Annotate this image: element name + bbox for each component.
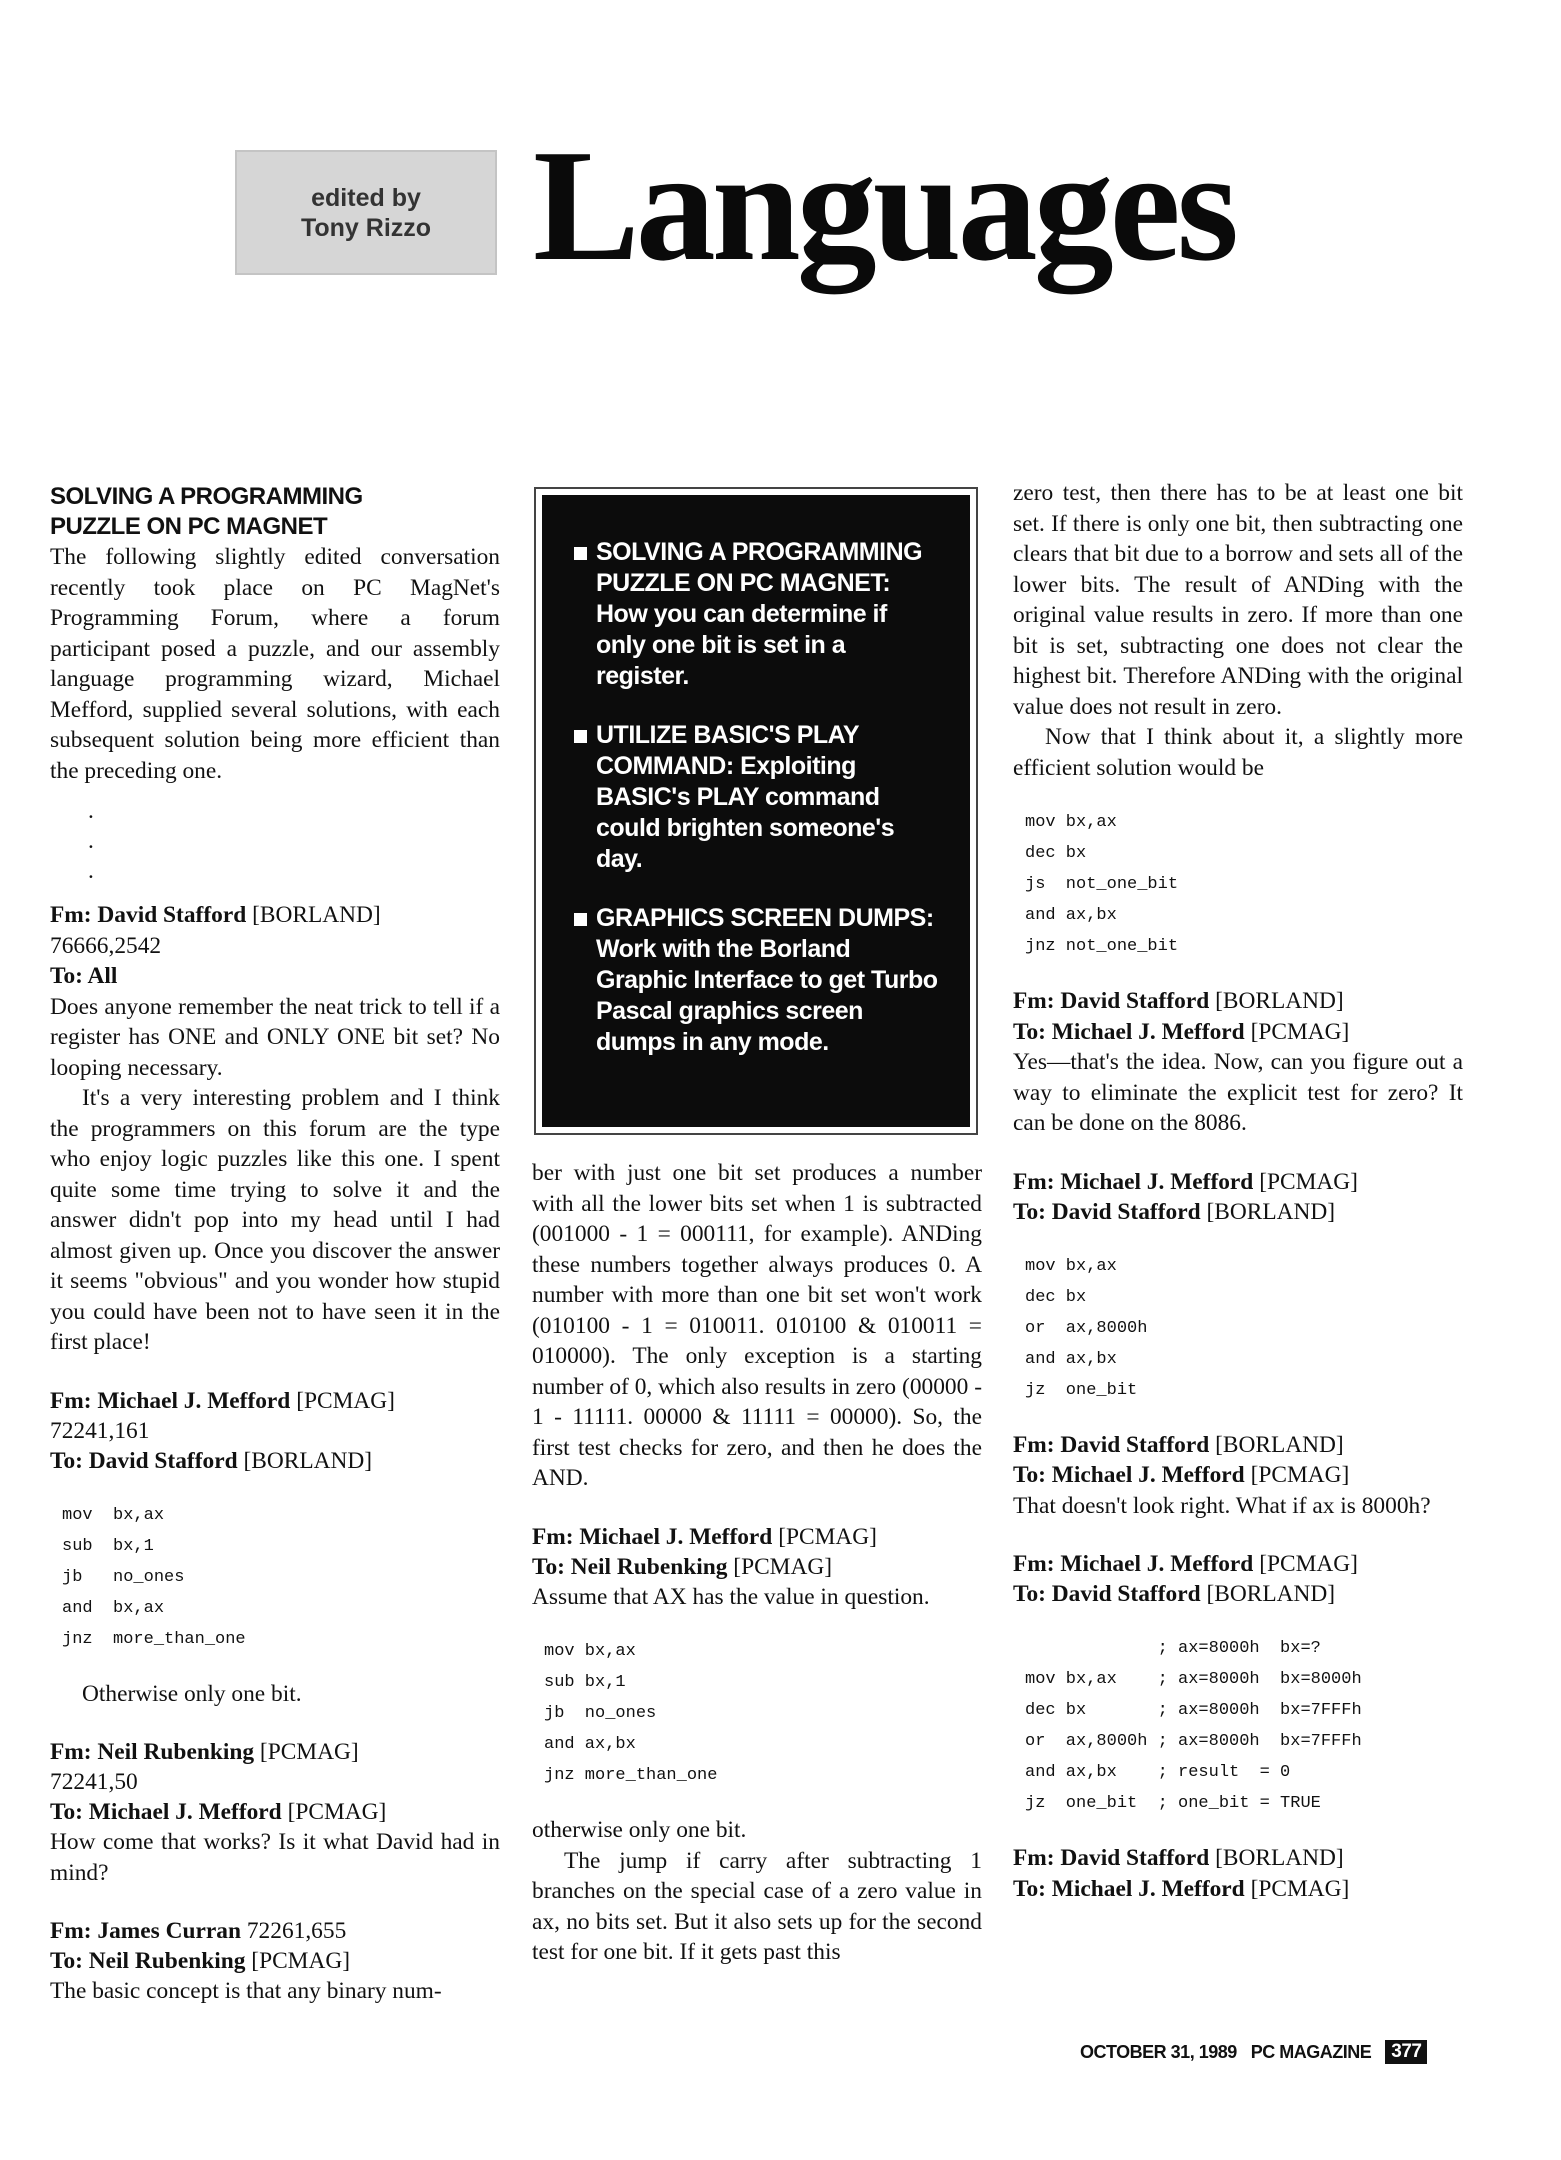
intro-paragraph: The following slightly edited conversation recently took place on PC MagNet's Programming Forum, where a forum participant posed a puzzle, and our assembly language programming wizard, Michael Mefford, supplied several solutions, with each subsequent solution being more efficient than the preceding one. <box>50 544 500 784</box>
message-header: Fm: David Stafford [BORLAND] 76666,2542 To: All <box>50 902 381 989</box>
in-this-issue-sidebar <box>534 487 978 1135</box>
page-number: 377 <box>1385 2040 1427 2064</box>
message-body: otherwise only one bit. <box>532 1817 747 1843</box>
magazine-name: PC MAGAZINE <box>1250 2041 1372 2062</box>
message-body: Yes—that's the idea. Now, can you figure out a way to eliminate the explicit test for zero? It can be done on the 8086. <box>1013 1049 1463 1136</box>
message-body: The basic concept is that any binary num- <box>50 1978 442 2004</box>
message-header: Fm: David Stafford [BORLAND] To: Michael J. Mefford [PCMAG] <box>1013 988 1350 1045</box>
message-body: zero test, then there has to be at least one bit set. If there is only one bit, then subtracting one clears that bit due to a borrow and sets all of the lower bits. The result of ANDing with the original value results in zero. If more than one bit is set, subtracting one does not clear the highest bit. Therefore ANDing with the original value does not result in zero. <box>1013 480 1463 720</box>
sidebar-item: GRAPHICS SCREEN DUMPS: Work with the Borland Graphic Interface to get Turbo Pascal graphics screen dumps in any mode. <box>574 903 942 1058</box>
page-title: Languages <box>533 116 1235 294</box>
editor-name: Tony Rizzo <box>300 213 432 242</box>
sidebar-item: SOLVING A PROGRAMMING PUZZLE ON PC MAGNET: How you can determine if only one bit is set in a register. <box>574 537 942 692</box>
message-header: Fm: David Stafford [BORLAND] To: Michael J. Mefford [PCMAG] <box>1013 1431 1350 1488</box>
square-bullet-icon <box>574 547 587 560</box>
message-body: Assume that AX has the value in question. <box>532 1583 930 1610</box>
message-header: Fm: Michael J. Mefford [PCMAG] To: Neil Rubenking [PCMAG] <box>532 1523 877 1580</box>
code-listing: mov bx,ax sub bx,1 jb no_ones and bx,ax jnz more_than_one <box>62 1505 246 1649</box>
message-body: Does anyone remember the neat trick to tell if a register has ONE and ONLY ONE bit set? No looping necessary. <box>50 993 500 1081</box>
message-header: Fm: Michael J. Mefford [PCMAG] 72241,161 To: David Stafford [BORLAND] <box>50 1387 395 1474</box>
sidebar-item: UTILIZE BASIC'S PLAY COMMAND: Exploiting BASIC's PLAY command could brighten someone's day. <box>574 720 942 875</box>
ellipsis-dots: . . . <box>88 798 94 884</box>
square-bullet-icon <box>574 913 587 926</box>
issue-date: OCTOBER 31, 1989 <box>1080 2041 1237 2062</box>
square-bullet-icon <box>574 730 587 743</box>
message-body: The jump if carry after subtracting 1 branches on the special case of a zero value in ax, no bits set. But it also sets up for the second test for one bit. If it gets past this <box>532 1847 982 1965</box>
message-header: Fm: James Curran 72261,655 To: Neil Rubenking [PCMAG] <box>50 1918 351 1974</box>
page-footer <box>1080 2040 1427 2064</box>
message-body: Now that I think about it, a slightly more efficient solution would be <box>1013 724 1463 781</box>
message-body: That doesn't look right. What if ax is 8000h? <box>1013 1492 1431 1519</box>
editor-label: edited by <box>311 183 421 212</box>
message-body: Otherwise only one bit. <box>82 1680 302 1707</box>
article-headline: SOLVING A PROGRAMMING PUZZLE ON PC MAGNET <box>50 483 363 540</box>
message-header: Fm: David Stafford [BORLAND] To: Michael J. Mefford [PCMAG] <box>1013 1845 1350 1902</box>
message-header: Fm: Michael J. Mefford [PCMAG] To: David Stafford [BORLAND] <box>1013 1168 1358 1225</box>
code-listing: ; ax=8000h bx=? mov bx,ax ; ax=8000h bx=8000h dec bx ; ax=8000h bx=7FFFh or ax,8000h ; ax=8000h bx=7FFFh and ax,bx ; result = 0 jz one_bit ; one_bit = TRUE <box>1025 1639 1362 1813</box>
message-header: Fm: Neil Rubenking [PCMAG] 72241,50 To: Michael J. Mefford [PCMAG] <box>50 1739 387 1825</box>
message-body: ber with just one bit set produces a number with all the lower bits set when 1 is subtracted (001000 - 1 = 000111, for example). ANDing these numbers together always produces 0. A number with more than one bit set won't work (010100 - 1 = 010011. 010100 & 010011 = 010000). The only exception is a starting number of 0, which also results in zero (00000 - 1 - 11111. 00000 & 11111 = 00000). So, the first test checks for zero, and then he does the AND. <box>532 1160 982 1491</box>
column-2 <box>532 1158 982 1968</box>
code-listing: mov bx,ax dec bx or ax,8000h and ax,bx jz one_bit <box>1025 1256 1148 1400</box>
message-body: It's a very interesting problem and I think the programmers on this forum are the type who enjoy logic puzzles like this one. I spent quite some time trying to solve it and the answer didn't pop into my head until I had almost given up. Once you discover the answer it seems "obvious" and you wonder how stupid you could have been not to have seen it in the first place! <box>50 1085 500 1355</box>
column-3 <box>1013 478 1463 1904</box>
code-listing: mov bx,ax dec bx js not_one_bit and ax,bx jnz not_one_bit <box>1025 813 1179 956</box>
message-body: How come that works? Is it what David had in mind? <box>50 1829 500 1886</box>
editor-credit-box <box>235 150 497 275</box>
code-listing: mov bx,ax sub bx,1 jb no_ones and ax,bx jnz more_than_one <box>544 1642 718 1785</box>
message-header: Fm: Michael J. Mefford [PCMAG] To: David Stafford [BORLAND] <box>1013 1551 1358 1607</box>
column-1 <box>50 478 500 2007</box>
